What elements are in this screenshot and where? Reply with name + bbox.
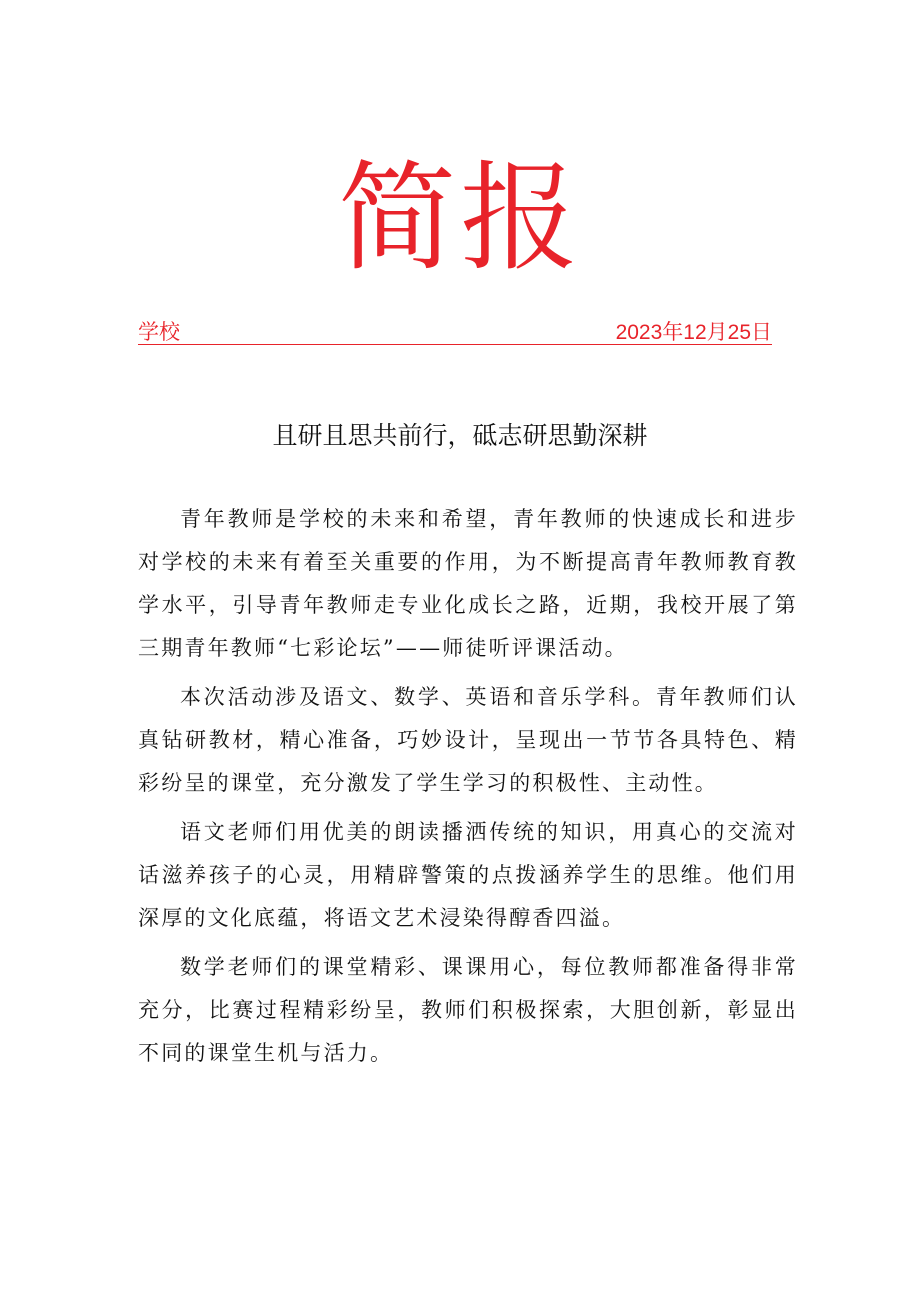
paragraph-2: 本次活动涉及语文、数学、英语和音乐学科。青年教师们认真钻研教材，精心准备，巧妙设计，呈现出一节节各具特色、精彩纷呈的课堂，充分激发了学生学习的积极性、主动性。 [138,685,798,795]
masthead-title: 简报 [337,149,582,287]
issue-date: 2023年12月25日 [615,321,772,344]
article-headline: 且研且思共前行，砥志研思勤深耕 [272,421,648,450]
info-line [138,314,772,345]
article-body [138,498,798,1081]
paragraph-4: 数学老师们的课堂精彩、课课用心，每位教师都准备得非常充分，比赛过程精彩纷呈，教师们积极探索，大胆创新，彰显出不同的课堂生机与活力。 [138,955,798,1065]
paragraph-1: 青年教师是学校的未来和希望，青年教师的快速成长和进步对学校的未来有着至关重要的作用，为不断提高青年教师教育教学水平，引导青年教师走专业化成长之路，近期，我校开展了第三期青年教师“七彩论坛”——师徒听评课活动。 [138,507,798,660]
school-label: 学校 [138,320,180,344]
paragraph-3: 语文老师们用优美的朗读播洒传统的知识，用真心的交流对话滋养孩子的心灵，用精辟警策的点拨涵养学生的思维。他们用深厚的文化底蕴，将语文艺术浸染得醇香四溢。 [138,820,798,930]
